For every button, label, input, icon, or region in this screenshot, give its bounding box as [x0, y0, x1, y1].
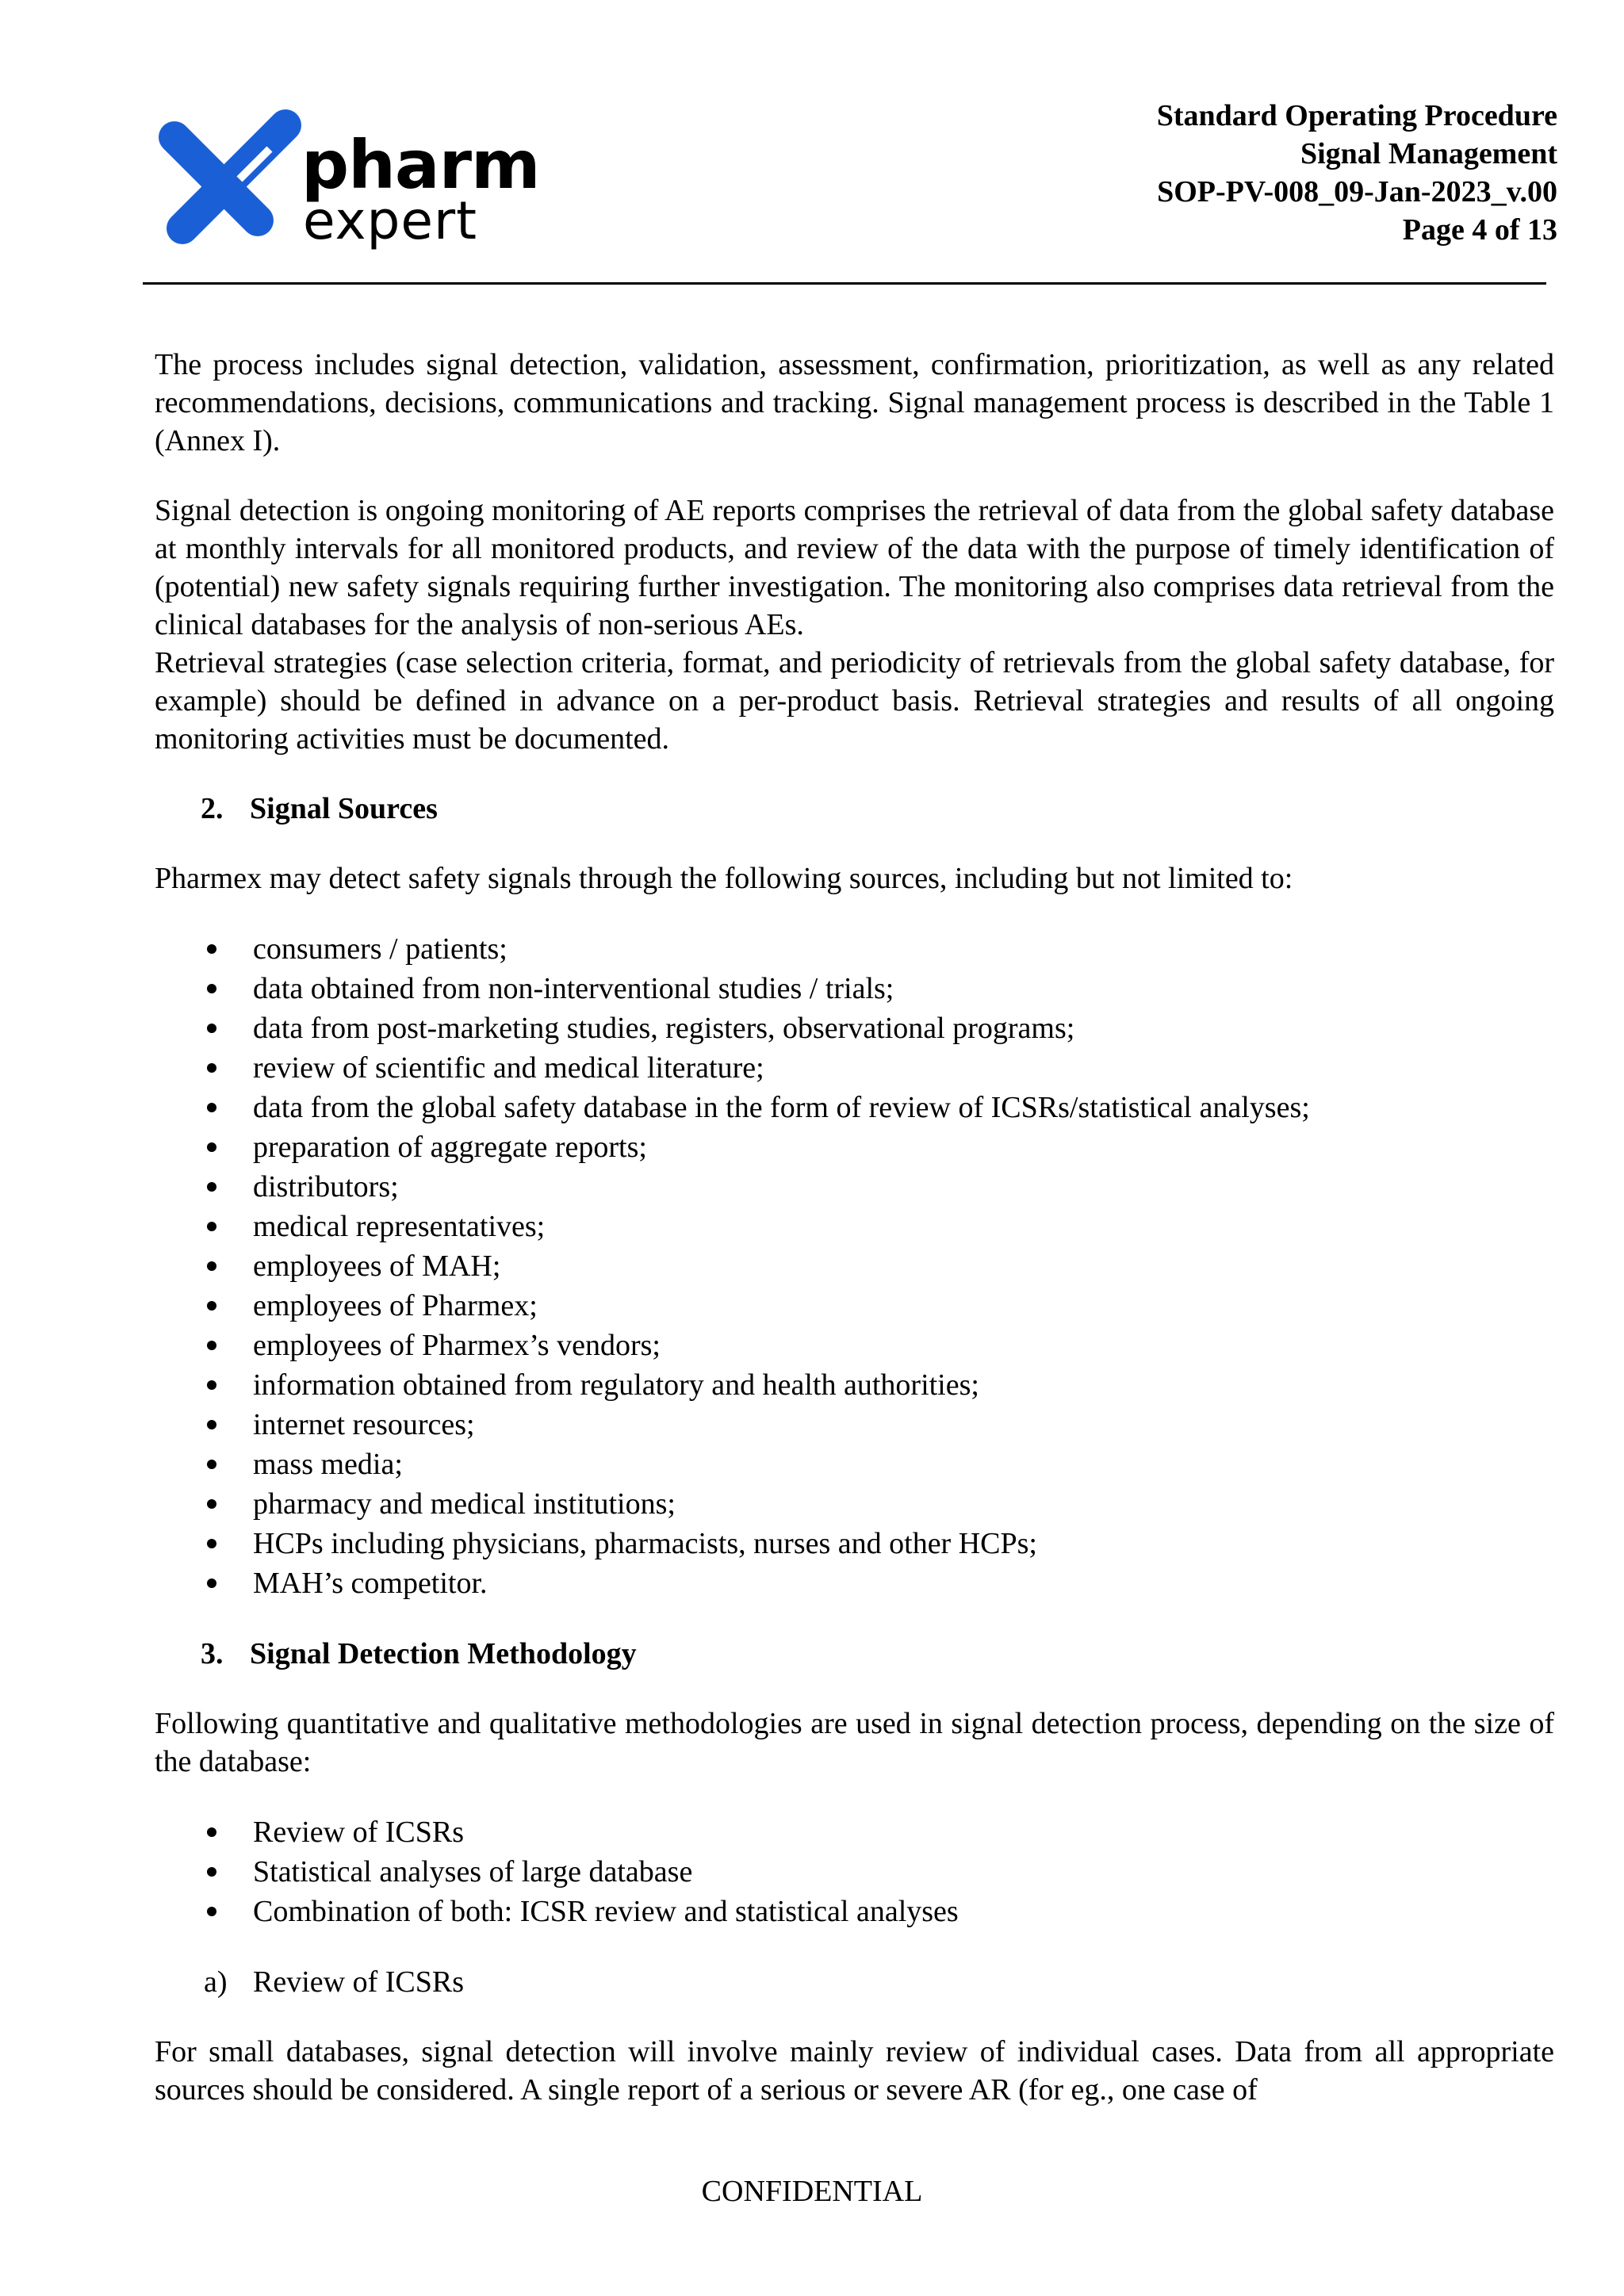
page-number: Page 4 of 13: [1402, 213, 1557, 247]
sources-list: [155, 929, 1554, 1603]
bullet-icon: [207, 1499, 216, 1509]
list-item: data obtained from non-interventional studies / trials;: [155, 969, 1554, 1008]
subsection-title: Review of ICSRs: [253, 1965, 464, 1999]
section-number: 3.: [201, 1637, 224, 1670]
bullet-icon: [207, 944, 216, 954]
bullet-icon: [207, 1539, 216, 1548]
list-item: preparation of aggregate reports;: [155, 1127, 1554, 1167]
list-item: MAH’s competitor.: [155, 1563, 1554, 1603]
paragraph-small-databases: For small databases, signal detection will involve mainly review of individual cases. Data from all appropriate sources should be considered. A single report of a serious or severe AR (for eg., one case of: [155, 2035, 1554, 2107]
list-item: internet resources;: [155, 1405, 1554, 1445]
doc-type: Standard Operating Procedure: [1156, 99, 1557, 132]
paragraph-retrieval: Retrieval strategies (case selection criteria, format, and periodicity of retrievals from the global safety database, for example) should be defined in advance on a per-product basis. Retrieval strategies and results of all ongoing monitoring activities must be documented.: [155, 646, 1554, 756]
paragraph-signal-detection: Signal detection is ongoing monitoring of AE reports comprises the retrieval of data from the global safety database at monthly intervals for all monitored products, and review of the data with the purpose of timely identification of (potential) new safety signals requiring further investigation. The monitoring also comprises data retrieval from the clinical databases for the analysis of non-serious AEs.: [155, 494, 1554, 641]
list-item: pharmacy and medical institutions;: [155, 1484, 1554, 1524]
document-header: [1157, 97, 1557, 249]
bullet-icon: [207, 1907, 216, 1916]
list-item: Statistical analyses of large database: [155, 1852, 1554, 1892]
doc-title: Signal Management: [1300, 137, 1557, 170]
bullet-icon: [207, 1827, 216, 1837]
bullet-icon: [207, 984, 216, 993]
bullet-icon: [207, 1380, 216, 1390]
paragraph-methodology-intro: Following quantitative and qualitative methodologies are used in signal detection process, depending on the size of the database:: [155, 1707, 1554, 1778]
bullet-icon: [207, 1024, 216, 1033]
list-item: consumers / patients;: [155, 929, 1554, 969]
company-logo: [151, 101, 563, 260]
bullet-icon: [207, 1063, 216, 1073]
logo-text-expert: expert: [303, 190, 478, 251]
list-item: data from the global safety database in the form of review of ICSRs/statistical analyses;: [155, 1088, 1554, 1127]
list-item: HCPs including physicians, pharmacists, nurses and other HCPs;: [155, 1524, 1554, 1563]
bullet-icon: [207, 1142, 216, 1152]
section-heading-signal-sources: [155, 790, 1554, 828]
subsection-heading-review: [155, 1963, 1554, 2001]
bullet-icon: [207, 1103, 216, 1112]
bullet-icon: [207, 1578, 216, 1588]
section-title: Signal Sources: [250, 792, 438, 825]
list-item: data from post-marketing studies, registers, observational programs;: [155, 1008, 1554, 1048]
list-item: employees of Pharmex’s vendors;: [155, 1326, 1554, 1365]
bullet-icon: [207, 1301, 216, 1311]
list-item: review of scientific and medical literature;: [155, 1048, 1554, 1088]
list-item: employees of MAH;: [155, 1246, 1554, 1286]
bullet-icon: [207, 1420, 216, 1429]
subsection-label: a): [204, 1965, 228, 1999]
list-item: distributors;: [155, 1167, 1554, 1207]
document-body: [155, 346, 1554, 2109]
bullet-icon: [207, 1341, 216, 1350]
list-item: information obtained from regulatory and health authorities;: [155, 1365, 1554, 1405]
paragraph-sources-intro: Pharmex may detect safety signals through the following sources, including but not limited to:: [155, 862, 1293, 895]
list-item: mass media;: [155, 1445, 1554, 1484]
bullet-icon: [207, 1867, 216, 1877]
bullet-icon: [207, 1222, 216, 1231]
logo-text-pharm: pharm: [301, 126, 540, 204]
section-title: Signal Detection Methodology: [250, 1637, 637, 1670]
bullet-icon: [207, 1182, 216, 1192]
methods-list: [155, 1812, 1554, 1931]
footer-confidential: CONFIDENTIAL: [701, 2175, 923, 2208]
list-item: medical representatives;: [155, 1207, 1554, 1246]
list-item: Combination of both: ICSR review and statistical analyses: [155, 1892, 1554, 1931]
list-item: Review of ICSRs: [155, 1812, 1554, 1852]
x-mark-icon: [151, 101, 309, 260]
section-number: 2.: [201, 792, 224, 825]
doc-id: SOP-PV-008_09-Jan-2023_v.00: [1157, 175, 1557, 209]
bullet-icon: [207, 1460, 216, 1469]
list-item: employees of Pharmex;: [155, 1286, 1554, 1326]
header-divider: [143, 282, 1546, 285]
paragraph-process: The process includes signal detection, validation, assessment, confirmation, prioritization, as well as any related recommendations, decisions, communications and tracking. Signal management process is described in the Table 1 (Annex I).: [155, 348, 1554, 457]
section-heading-methodology: [155, 1635, 1554, 1673]
bullet-icon: [207, 1261, 216, 1271]
